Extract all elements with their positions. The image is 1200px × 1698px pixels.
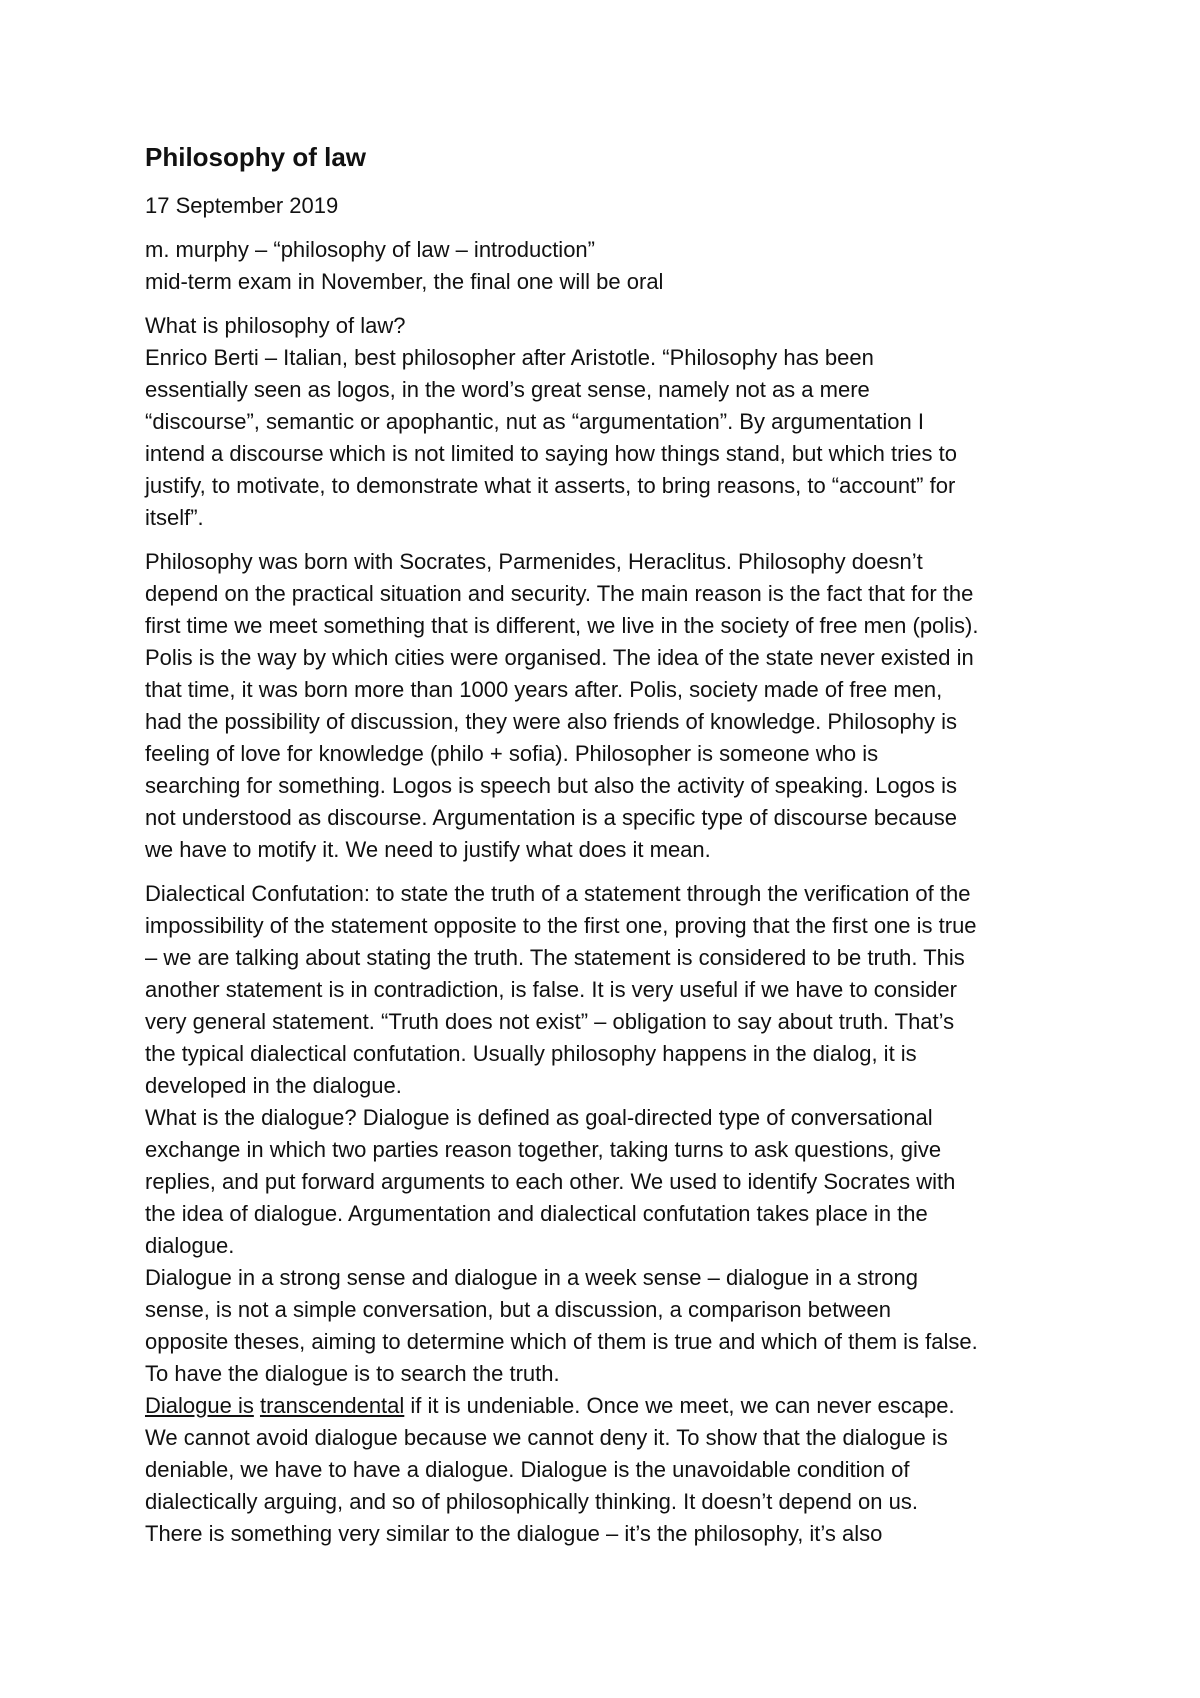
text-line: had the possibility of discussion, they were also friends of knowledge. Philosophy is — [145, 709, 958, 734]
text-line: Enrico Berti – Italian, best philosopher after Aristotle. “Philosophy has been — [145, 345, 874, 370]
text-line: not understood as discourse. Argumentation is a specific type of discourse because — [145, 805, 958, 830]
text-line: the idea of dialogue. Argumentation and dialectical confutation takes place in the — [145, 1201, 928, 1226]
text-line: dialectically arguing, and so of philosophically thinking. It doesn’t depend on us. — [145, 1489, 918, 1514]
text-line: “discourse”, semantic or apophantic, nut as “argumentation”. By argumentation I — [145, 409, 924, 434]
text-line: first time we meet something that is different, we live in the society of free men (polis). — [145, 613, 979, 638]
text-line: What is the dialogue? Dialogue is defined as goal-directed type of conversational — [145, 1105, 933, 1130]
text-line: developed in the dialogue. — [145, 1073, 402, 1098]
text-line: intend a discourse which is not limited to saying how things stand, but which tries to — [145, 441, 957, 466]
text-line: essentially seen as logos, in the word’s great sense, namely not as a mere — [145, 377, 870, 402]
text-line: m. murphy – “philosophy of law – introduction” — [145, 237, 595, 262]
underlined-text-line — [145, 1390, 1075, 1422]
text-fragment: if it is undeniable. Once we meet, we can never escape. — [404, 1393, 955, 1418]
text-line: very general statement. “Truth does not exist” – obligation to say about truth. That’s — [145, 1009, 955, 1034]
document-body — [145, 140, 1075, 1562]
text-line: To have the dialogue is to search the truth. — [145, 1361, 560, 1386]
text-line: deniable, we have to have a dialogue. Dialogue is the unavoidable condition of — [145, 1457, 910, 1482]
text-line: We cannot avoid dialogue because we cannot deny it. To show that the dialogue is — [145, 1425, 948, 1450]
header-paragraph — [145, 234, 1075, 298]
underlined-phrase: Dialogue is — [145, 1393, 254, 1418]
text-line: Dialogue in a strong sense and dialogue in a week sense – dialogue in a strong — [145, 1265, 918, 1290]
text-line: impossibility of the statement opposite to the first one, proving that the first one is true — [145, 913, 977, 938]
text-line: that time, it was born more than 1000 years after. Polis, society made of free men, — [145, 677, 943, 702]
text-line: itself”. — [145, 505, 204, 530]
text-line: Philosophy was born with Socrates, Parmenides, Heraclitus. Philosophy doesn’t — [145, 549, 923, 574]
text-line: mid-term exam in November, the final one will be oral — [145, 269, 664, 294]
text-line: sense, is not a simple conversation, but a discussion, a comparison between — [145, 1297, 891, 1322]
text-line: exchange in which two parties reason together, taking turns to ask questions, give — [145, 1137, 942, 1162]
text-line: – we are talking about stating the truth. The statement is considered to be truth. This — [145, 945, 965, 970]
text-line: Dialectical Confutation: to state the truth of a statement through the verification of the — [145, 881, 971, 906]
text-line: the typical dialectical confutation. Usually philosophy happens in the dialog, it is — [145, 1041, 917, 1066]
underlined-term: transcendental — [259, 1393, 405, 1418]
paragraph-2 — [145, 546, 1075, 866]
text-line: depend on the practical situation and security. The main reason is the fact that for the — [145, 581, 974, 606]
document-title: Philosophy of law — [145, 142, 367, 172]
text-line: opposite theses, aiming to determine which of them is true and which of them is false. — [145, 1329, 978, 1354]
text-line: Polis is the way by which cities were organised. The idea of the state never existed in — [145, 645, 974, 670]
text-line: dialogue. — [145, 1233, 235, 1258]
text-line: another statement is in contradiction, is false. It is very useful if we have to consider — [145, 977, 957, 1002]
text-line: searching for something. Logos is speech but also the activity of speaking. Logos is — [145, 773, 958, 798]
text-line: There is something very similar to the dialogue – it’s the philosophy, it’s also — [145, 1521, 883, 1546]
text-line: we have to motify it. We need to justify what does it mean. — [145, 837, 711, 862]
text-line: justify, to motivate, to demonstrate what it asserts, to bring reasons, to “account” for — [145, 473, 956, 498]
text-line: replies, and put forward arguments to each other. We used to identify Socrates with — [145, 1169, 956, 1194]
paragraph-3 — [145, 878, 1075, 1550]
text-line: What is philosophy of law? — [145, 313, 406, 338]
paragraph-1 — [145, 310, 1075, 534]
lecture-date: 17 September 2019 — [145, 193, 339, 218]
text-line: feeling of love for knowledge (philo + sofia). Philosopher is someone who is — [145, 741, 879, 766]
